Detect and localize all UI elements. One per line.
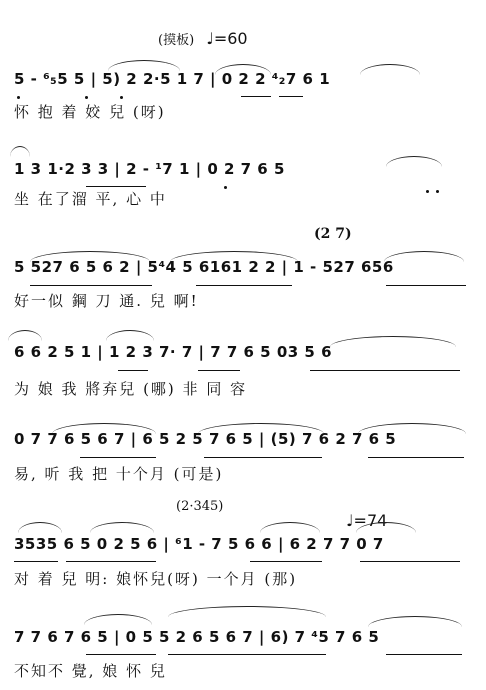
tempo-label: (摸板) xyxy=(158,33,195,48)
notation-line: 5 - ⁶₅5 5 | 5) 2 2·5 1 7 | 0 2 2 ⁴₂7 6 1 xyxy=(14,70,331,88)
slur-mark xyxy=(8,330,42,341)
beam-underline xyxy=(168,654,326,655)
slur-mark xyxy=(260,522,320,533)
beam-underline xyxy=(66,561,156,562)
beam-underline xyxy=(386,285,466,286)
beam-underline xyxy=(386,654,462,655)
beam-underline xyxy=(279,96,303,97)
slur-mark xyxy=(168,606,326,617)
beam-underline xyxy=(30,285,152,286)
tempo-marking-1 xyxy=(158,29,248,48)
slur-mark xyxy=(84,614,152,625)
slur-mark xyxy=(106,330,154,341)
lyric-line: 易, 听 我 把 十个月 (可是) xyxy=(14,465,224,483)
beam-underline xyxy=(368,457,464,458)
slur-mark xyxy=(368,616,462,627)
inline-annotation-1: (2 7) xyxy=(314,226,352,242)
beam-underline xyxy=(80,457,156,458)
tempo-bpm-2: ♩=74 xyxy=(346,511,388,530)
beam-underline xyxy=(310,370,460,371)
octave-dot xyxy=(120,96,123,99)
lyric-line: 对 着 兒 明: 娘怀兒(呀) 一个月 (那) xyxy=(14,570,298,588)
notation-line: 5 527 6 5 6 2 | 5⁴4 5 6161 2 2 | 1 - 527 656 xyxy=(14,258,394,276)
beam-underline xyxy=(86,186,146,187)
beam-underline xyxy=(198,370,240,371)
beam-underline xyxy=(86,654,156,655)
beam-underline xyxy=(196,285,292,286)
notation-line: 7 7 6 7 6 5 | 0 5 5 2 6 5 6 7 | 6) 7 ⁴5 7 6 5 xyxy=(14,628,380,646)
notation-line: 0 7 7 6 5 6 7 | 6 5 2 5 7 6 5 | (5) 7 6 2 7 6 5 xyxy=(14,430,397,448)
beam-underline xyxy=(204,457,322,458)
beam-underline xyxy=(241,96,271,97)
tempo-bpm: ♩=60 xyxy=(206,29,248,48)
slur-mark xyxy=(90,522,154,533)
lyric-line: 不知不 覺, 娘 怀 兒 xyxy=(14,662,167,680)
octave-dot xyxy=(85,96,88,99)
beam-underline xyxy=(250,561,322,562)
slur-mark xyxy=(10,146,30,157)
beam-underline xyxy=(360,561,460,562)
inline-annotation-2: (2·345) xyxy=(176,499,224,514)
lyric-line: 好一似 鋼 刀 通. 兒 啊! xyxy=(14,292,199,310)
notation-line: 3535 6 5 0 2 5 6 | ⁶1 - 7 5 6 6 | 6 2 7 7 0 7 xyxy=(14,535,384,553)
notation-line: 1 3 1·2 3 3 | 2 - ¹7 1 | 0 2 7 6 5 xyxy=(14,160,285,178)
beam-underline xyxy=(14,561,58,562)
lyric-line: 为 娘 我 將弃兒 (哪) 非 同 容 xyxy=(14,380,248,398)
notation-line: 6 6 2 5 1 | 1 2 3 7· 7 | 7 7 6 5 03 5 6 xyxy=(14,343,333,361)
lyric-line: 坐 在了溜 平, 心 中 xyxy=(14,190,167,208)
beam-underline xyxy=(118,370,148,371)
octave-dot xyxy=(17,96,20,99)
slur-mark xyxy=(18,522,62,533)
lyric-line: 怀 抱 着 姣 兒 (呀) xyxy=(14,103,166,121)
